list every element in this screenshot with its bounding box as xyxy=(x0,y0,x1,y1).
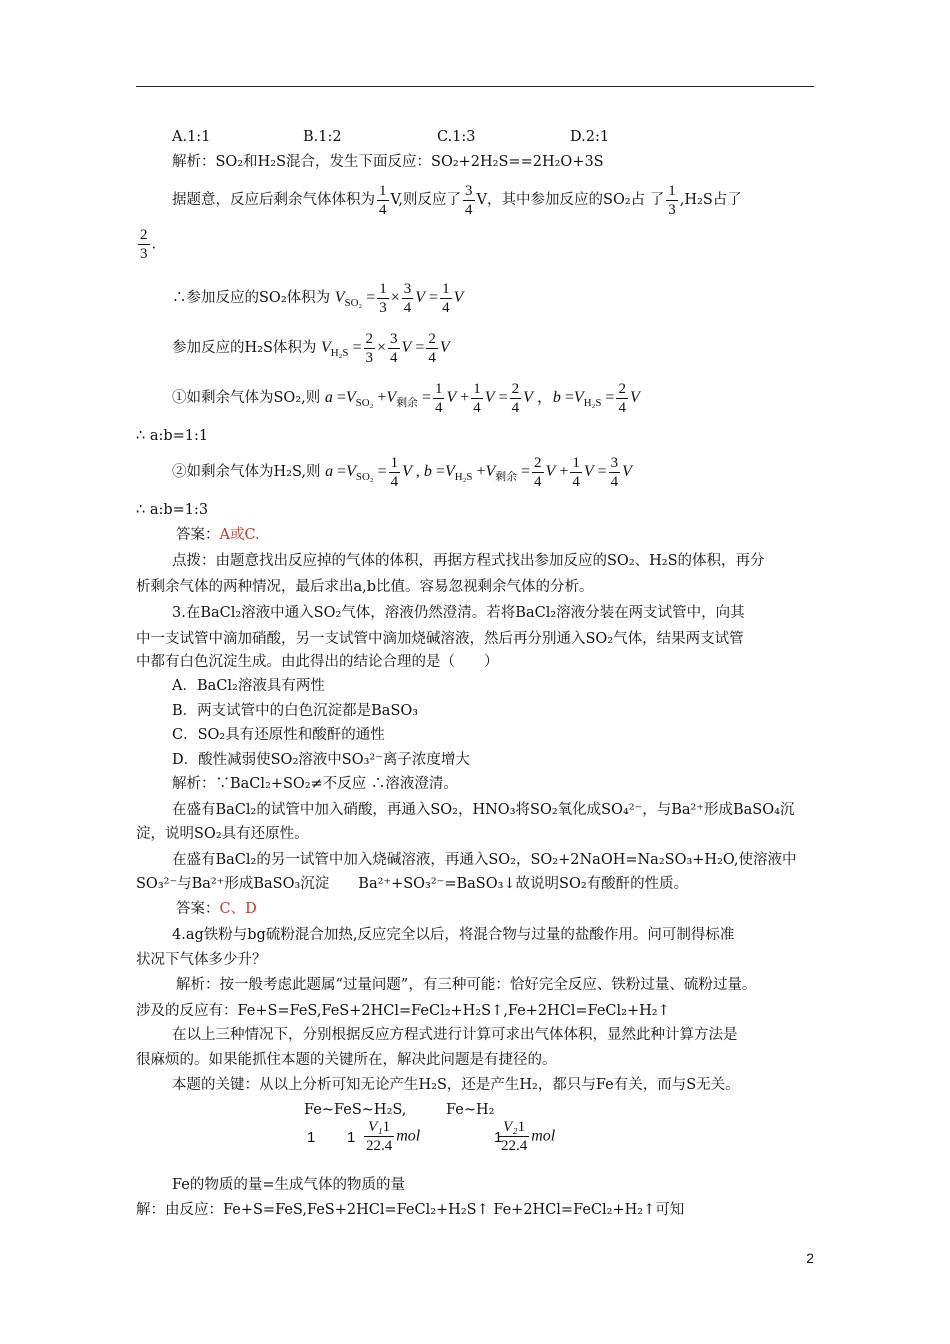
option-c: C.1:3 xyxy=(437,129,476,145)
text-part: V,则反应了 xyxy=(390,192,462,208)
answer-label: 答案： xyxy=(176,527,220,543)
formula-part: V = xyxy=(583,463,607,480)
formula-part: V xyxy=(629,389,640,406)
fraction: $\frac{3}{4}$ xyxy=(403,280,412,316)
fraction: $\frac{2}{4}$ xyxy=(618,380,626,416)
ratio-v2 xyxy=(497,1118,555,1155)
chain-1: Fe~FeS~H₂S, xyxy=(304,1102,407,1118)
text-part: 据题意，反应后剩余气体体积为 xyxy=(172,192,375,208)
unit-mol: mol xyxy=(531,1127,556,1145)
fraction-1-3: $\frac{1}{3}$ xyxy=(668,182,676,218)
case1-line xyxy=(172,378,640,418)
fraction-1-4: $\frac{1}{4}$ xyxy=(379,182,387,218)
q3-option-c: C．SO₂具有还原性和酸酐的通性 xyxy=(172,727,385,743)
answer-1 xyxy=(176,525,260,545)
fraction: $\frac{3}{4}$ xyxy=(610,454,619,490)
answer-label: 答案： xyxy=(176,901,220,917)
q3-analysis-3: 淀，说明SO₂具有还原性。 xyxy=(136,826,309,842)
text-part: ,H₂S占了 xyxy=(679,192,742,208)
fraction-v2: $\frac{\text{V₂1}}{22.4}$ xyxy=(501,1119,528,1154)
fraction-2-3-wrap: $\frac{2}{3}$ . xyxy=(140,227,157,262)
fraction: $\frac{1}{4}$ xyxy=(390,454,399,490)
q3-option-a: A．BaCl₂溶液具有两性 xyxy=(172,678,325,694)
q4-analysis-2: 涉及的反应有：Fe+S=FeS,FeS+2HCl=FeCl₂+H₂S↑,Fe+2HCl=FeCl₂+H₂↑ xyxy=(136,1003,670,1019)
fraction-2-3: $\frac{2}{3}$ xyxy=(140,227,148,262)
fraction: $\frac{1}{3}$ xyxy=(379,280,387,316)
formula-part: $a =V_{SO_2} +V_{剩余}$ = xyxy=(324,389,431,410)
option-d: D.2:1 xyxy=(570,129,610,145)
fraction: $\frac{1}{4}$ xyxy=(572,454,580,490)
q4-analysis-1: 解析：按一般考虑此题属“过量问题”，有三种可能：恰好完全反应、铁粉过量、硫粉过量。 xyxy=(176,977,757,993)
coef-2: 1 xyxy=(347,1129,356,1146)
ratio-2: ∴ a:b=1:3 xyxy=(136,502,209,518)
formula-part: V , $b =V_{H_2S} +V_{剩余}$ = xyxy=(402,463,531,484)
q4-analysis-4: 很麻烦的。如果能抓住本题的关键所在，解决此问题是有捷径的。 xyxy=(136,1052,557,1068)
formula-so2: $V_{SO_2}$ = xyxy=(334,289,376,310)
coef-3: 1 xyxy=(494,1129,503,1146)
q3-analysis-1: 解析：∵BaCl₂+SO₂≠不反应 ∴溶液澄清。 xyxy=(172,776,458,792)
answer-value: A或C. xyxy=(219,527,260,543)
q4-stem-2: 状况下气体多少升？ xyxy=(136,952,267,968)
header-rule xyxy=(136,86,814,87)
q4-analysis-3: 在以上三种情况下，分别根据反应方程式进行计算可求出气体体积，显然此种计算方法是 xyxy=(172,1027,738,1043)
option-a: A.1:1 xyxy=(172,129,211,145)
q3-stem-3: 中都有白色沉淀生成。由此得出的结论合理的是（ ） xyxy=(136,654,499,670)
formula-part: V xyxy=(439,339,450,356)
text-part: ①如剩余气体为SO₂,则 xyxy=(172,390,321,406)
formula-part: V = xyxy=(415,289,439,306)
text-part: 参加反应的H₂S体积为 xyxy=(172,340,317,356)
chain-2: Fe~H₂ xyxy=(446,1102,495,1118)
analysis-line: 解析：SO₂和H₂S混合，发生下面反应：SO₂+2H₂S==2H₂O+3S xyxy=(172,154,604,170)
fraction: $\frac{2}{4}$ xyxy=(428,330,436,366)
text-part: ∴参加反应的SO₂体积为 xyxy=(172,290,331,306)
answer-value: C、D xyxy=(219,901,257,917)
fraction: $\frac{3}{4}$ xyxy=(390,330,398,366)
case2-line xyxy=(172,452,632,492)
ratio-1: ∴ a:b=1:1 xyxy=(136,428,209,444)
unit-mol: mol xyxy=(396,1127,421,1145)
denominator: 22.4 xyxy=(366,1138,393,1154)
q3-option-d: D．酸性减弱使SO₂溶液中SO₃²⁻离子浓度增大 xyxy=(172,752,470,768)
formula-part: V xyxy=(622,463,632,480)
so2-volume-line xyxy=(172,278,463,318)
q3-analysis-4: 在盛有BaCl₂的另一试管中加入烧碱溶液，再通入SO₂，SO₂+2NaOH=Na₂SO₃+H₂O,使溶液中 xyxy=(172,852,797,868)
formula-part: V ，$b =V_{H_2S}$ = xyxy=(523,389,615,410)
v1-symbol: V₁ xyxy=(368,1119,383,1135)
coef-1: 1 xyxy=(307,1129,316,1146)
fraction-v1: $\frac{\text{V₁1}}{22.4}$ xyxy=(366,1119,393,1154)
times-sign: × xyxy=(377,339,387,356)
tip-line-2: 析剩余气体的两种情况，最后求出a,b比值。容易忽视剩余气体的分析。 xyxy=(136,579,594,595)
fraction: $\frac{1}{4}$ xyxy=(434,380,443,416)
fraction: $\frac{2}{4}$ xyxy=(534,454,542,490)
times-sign: × xyxy=(390,289,400,306)
formula-part: V + xyxy=(446,389,470,406)
page-number: 2 xyxy=(806,1250,814,1266)
text-part: V，其中参加反应的SO₂占 了 xyxy=(476,192,665,208)
formula-part: V = xyxy=(401,339,425,356)
q3-analysis-2: 在盛有BaCl₂的试管中加入硝酸，再通入SO₂，HNO₃将SO₂氧化成SO₄²⁻，与Ba²⁺形成BaSO₄沉 xyxy=(172,802,795,818)
q3-stem-2: 中一支试管中滴加硝酸，另一支试管中滴加烧碱溶液，然后再分别通入SO₂气体，结果两支试管 xyxy=(136,631,744,647)
q3-option-b: B．两支试管中的白色沉淀都是BaSO₃ xyxy=(172,703,419,719)
volume-reasoning xyxy=(172,178,742,222)
formula-part: V + xyxy=(545,463,569,480)
q4-analysis-5: 本题的关键：从以上分析可知无论产生H₂S，还是产生H₂，都只与Fe有关，而与S无关。 xyxy=(172,1077,740,1093)
formula-h2s: $V_{H_2S}$ = xyxy=(321,339,362,360)
q4-stem-1: 4.ag铁粉与bg硫粉混合加热,反应完全以后，将混合物与过量的盐酸作用。问可制得标准 xyxy=(172,927,735,943)
fraction: $\frac{2}{4}$ xyxy=(511,380,520,416)
answer-2 xyxy=(176,899,257,919)
h2s-volume-line xyxy=(172,328,450,368)
q3-analysis-5: SO₃²⁻与Ba²⁺形成BaSO₃沉淀 Ba²⁺+SO₃²⁻=BaSO₃↓故说明SO₂有酸酐的性质。 xyxy=(136,876,689,892)
fraction: $\frac{2}{3}$ xyxy=(365,330,374,366)
fraction-3-4: $\frac{3}{4}$ xyxy=(465,182,473,218)
formula-part: V xyxy=(453,289,464,306)
tip-line-1: 点拨：由题意找出反应掉的气体的体积，再据方程式找出参加反应的SO₂、H₂S的体积，再分 xyxy=(172,553,765,569)
formula-part: $a =V_{SO_2}$ = xyxy=(325,463,387,484)
q3-stem-1: 3.在BaCl₂溶液中通入SO₂气体，溶液仍然澄清。若将BaCl₂溶液分装在两支试管中，向其 xyxy=(172,605,745,621)
denominator: 22.4 xyxy=(501,1138,528,1154)
conclusion: Fe的物质的量=生成气体的物质的量 xyxy=(172,1177,405,1193)
fraction: $\frac{1}{4}$ xyxy=(473,380,481,416)
solution-line: 解：由反应：Fe+S=FeS,FeS+2HCl=FeCl₂+H₂S↑ Fe+2HCl=FeCl₂+H₂↑可知 xyxy=(136,1202,685,1218)
fraction: $\frac{1}{4}$ xyxy=(442,280,450,316)
ratio-v1 xyxy=(362,1118,420,1155)
text-part: ②如剩余气体为H₂S,则 xyxy=(172,464,321,480)
option-b: B.1:2 xyxy=(303,129,342,145)
v2-symbol: V₂ xyxy=(503,1119,518,1135)
formula-part: V = xyxy=(484,389,508,406)
